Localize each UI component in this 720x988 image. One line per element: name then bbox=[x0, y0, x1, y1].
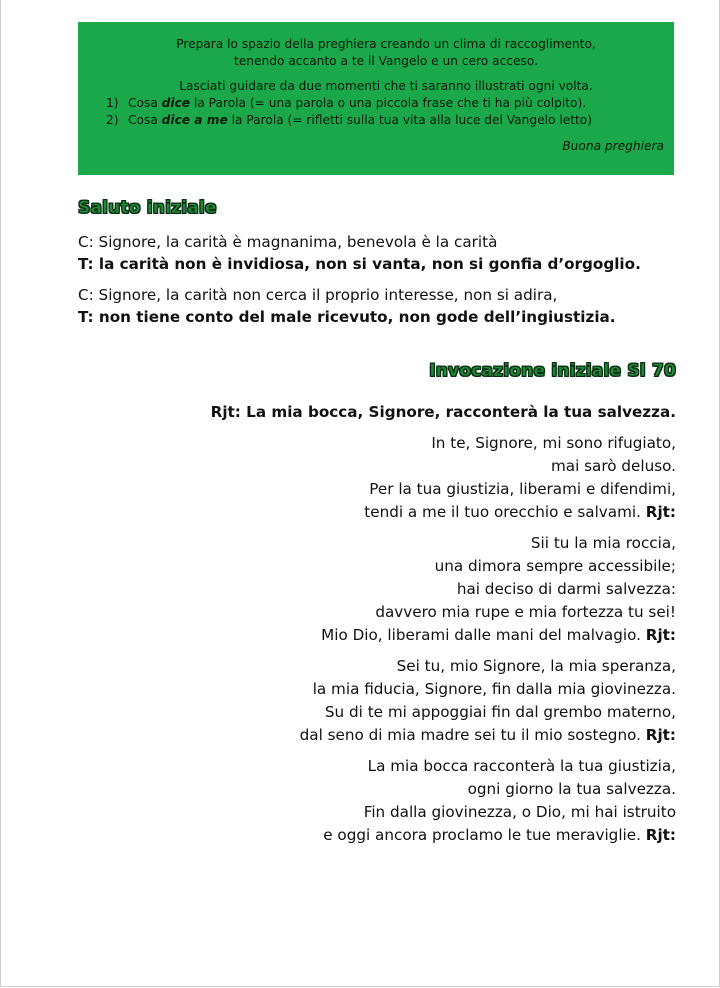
verse-line: ogni giorno la tua salvezza. bbox=[467, 780, 676, 798]
verse-line: e oggi ancora proclamo le tue meraviglie. Rjt: bbox=[323, 826, 676, 844]
stanza-1 bbox=[116, 432, 676, 524]
refrain-tag: Rjt: bbox=[645, 503, 676, 521]
verse-line: Mio Dio, liberami dalle mani del malvagio. Rjt: bbox=[321, 626, 676, 644]
stanza-4 bbox=[116, 755, 676, 847]
item-emphasis: dice a me bbox=[161, 113, 228, 127]
verse-line: una dimora sempre accessibile; bbox=[434, 557, 676, 575]
verse-line: In te, Signore, mi sono rifugiato, bbox=[431, 434, 676, 452]
verse-line: Sei tu, mio Signore, la mia speranza, bbox=[396, 657, 676, 675]
list-number: 2) bbox=[106, 113, 119, 127]
list-number: 1) bbox=[106, 96, 119, 110]
list-item bbox=[106, 95, 666, 112]
saluto-heading: Saluto iniziale bbox=[78, 198, 217, 218]
refrain-tag: Rjt: bbox=[645, 726, 676, 744]
stanza-3 bbox=[116, 655, 676, 747]
item-text: la Parola (= rifletti sulla tua vita alla luce del Vangelo letto) bbox=[227, 113, 592, 127]
item-text: Cosa bbox=[128, 113, 162, 127]
celebrant-line: C: Signore, la carità è magnanima, benevola è la carità bbox=[78, 233, 498, 251]
stanza-2 bbox=[116, 532, 676, 647]
saluto-section bbox=[78, 231, 698, 328]
verse-line: tendi a me il tuo orecchio e salvami. Rjt: bbox=[364, 503, 676, 521]
verse-line: davvero mia rupe e mia fortezza tu sei! bbox=[375, 603, 676, 621]
refrain: Rjt: La mia bocca, Signore, racconterà la tua salvezza. bbox=[210, 403, 676, 421]
celebrant-line: C: Signore, la carità non cerca il proprio interesse, non si adira, bbox=[78, 286, 558, 304]
intro-line-2: tenendo accanto a te il Vangelo e un cero acceso. bbox=[234, 54, 538, 68]
verse-line: La mia bocca racconterà la tua giustizia, bbox=[367, 757, 676, 775]
verse-line: la mia fiducia, Signore, fin dalla mia giovinezza. bbox=[312, 680, 676, 698]
response-line: T: la carità non è invidiosa, non si vanta, non si gonfia d’orgoglio. bbox=[78, 255, 641, 273]
invocazione-heading: Invocazione iniziale Sl 70 bbox=[429, 361, 676, 381]
verse-line: Su di te mi appoggiai fin dal grembo materno, bbox=[324, 703, 676, 721]
intro-box bbox=[78, 22, 674, 175]
intro-line-1: Prepara lo spazio della preghiera creando un clima di raccoglimento, bbox=[176, 37, 596, 51]
refrain-tag: Rjt: bbox=[645, 826, 676, 844]
psalm-section bbox=[116, 401, 676, 855]
verse-line: dal seno di mia madre sei tu il mio sostegno. Rjt: bbox=[299, 726, 676, 744]
verse-line: hai deciso di darmi salvezza: bbox=[456, 580, 676, 598]
verse-line: Sii tu la mia roccia, bbox=[530, 534, 676, 552]
intro-signature: Buona preghiera bbox=[562, 139, 664, 153]
item-text: la Parola (= una parola o una piccola frase che ti ha più colpito). bbox=[190, 96, 587, 110]
item-text: Cosa bbox=[128, 96, 162, 110]
list-item bbox=[106, 112, 666, 129]
verse-line: Per la tua giustizia, liberami e difendimi, bbox=[369, 480, 676, 498]
intro-line-3: Lasciati guidare da due momenti che ti saranno illustrati ogni volta. bbox=[179, 79, 593, 93]
item-emphasis: dice bbox=[161, 96, 191, 110]
refrain-tag: Rjt: bbox=[645, 626, 676, 644]
verse-line: Fin dalla giovinezza, o Dio, mi hai istruito bbox=[363, 803, 676, 821]
response-line: T: non tiene conto del male ricevuto, non gode dell’ingiustizia. bbox=[78, 308, 616, 326]
verse-line: mai sarò deluso. bbox=[551, 457, 676, 475]
intro-list bbox=[106, 95, 666, 129]
